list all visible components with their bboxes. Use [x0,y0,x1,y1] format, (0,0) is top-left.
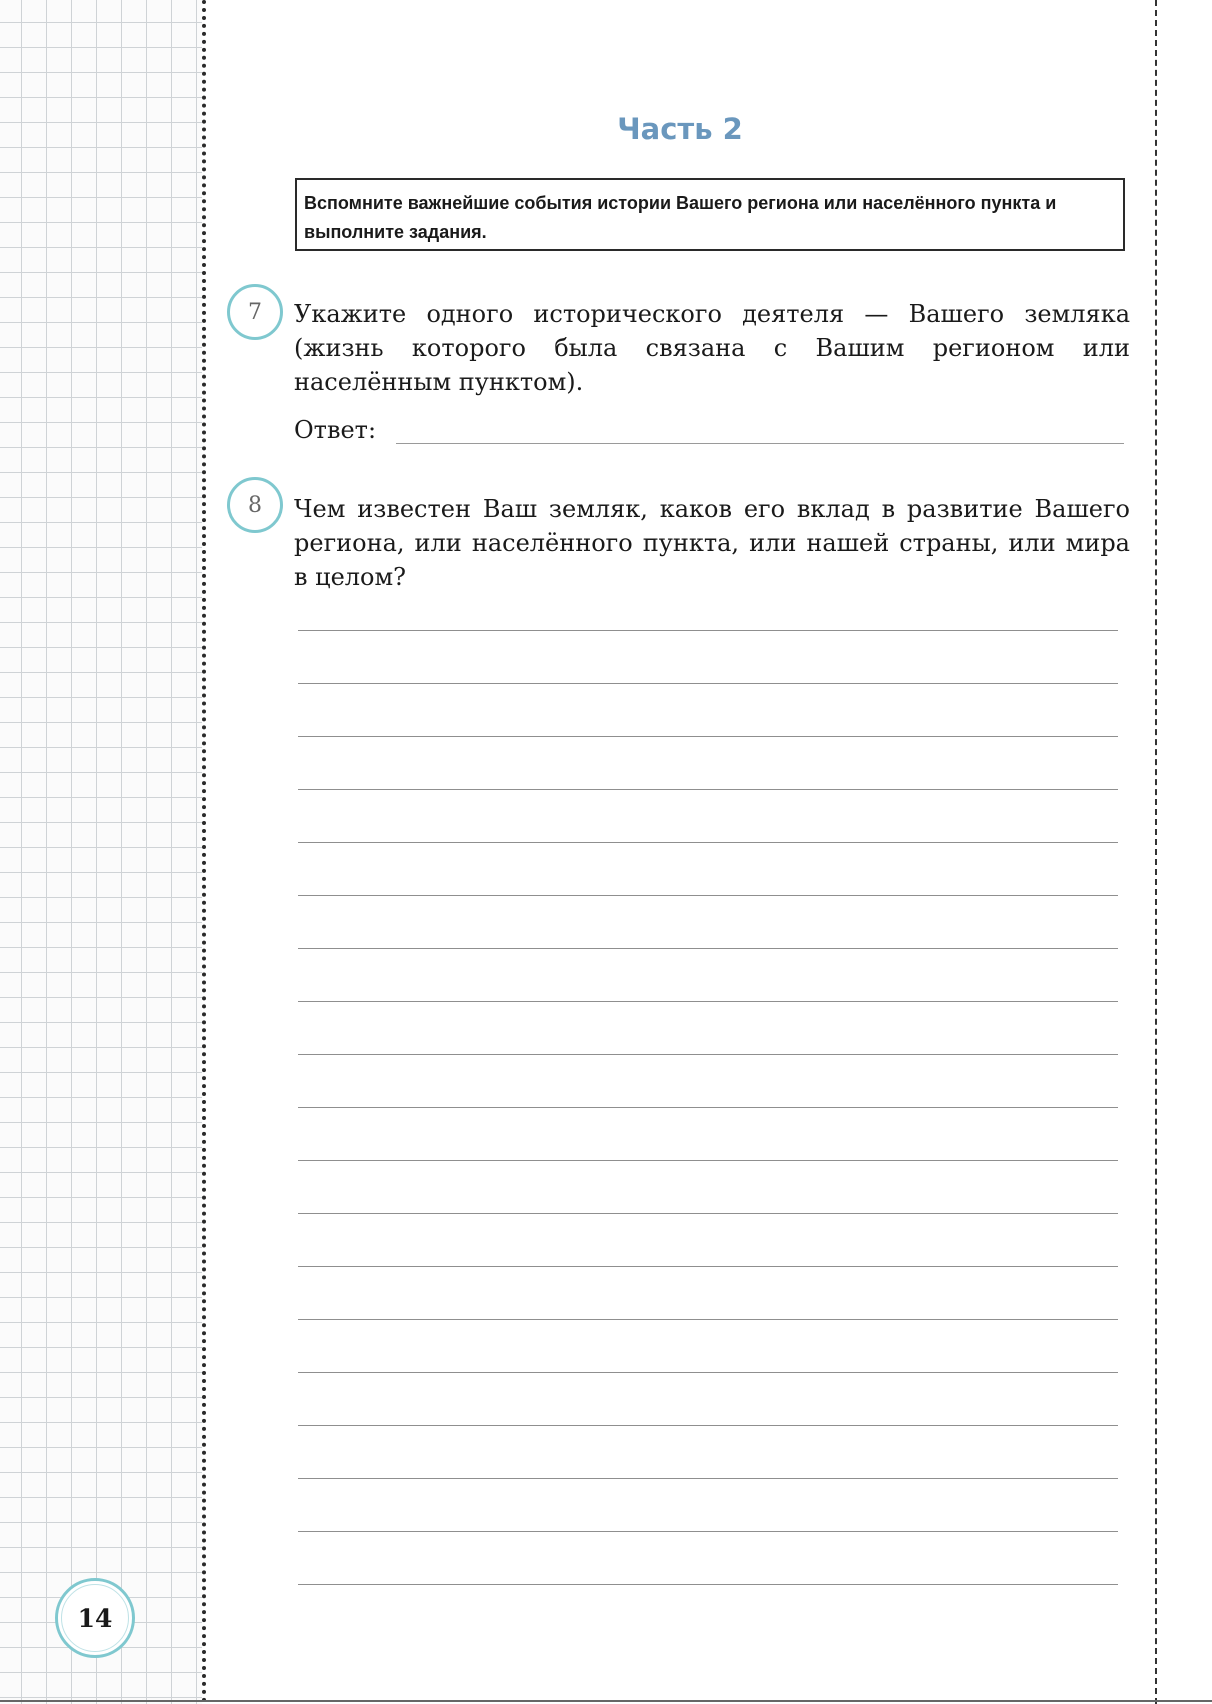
writing-line[interactable] [298,948,1118,949]
writing-line[interactable] [298,683,1118,684]
writing-line[interactable] [298,630,1118,631]
writing-line[interactable] [298,736,1118,737]
writing-line[interactable] [298,895,1118,896]
writing-line[interactable] [298,789,1118,790]
instruction-box [295,178,1125,251]
part-title: Часть 2 [617,112,743,146]
writing-line[interactable] [298,1266,1118,1267]
writing-line[interactable] [298,842,1118,843]
writing-line[interactable] [298,1531,1118,1532]
task-8-number: 8 [248,492,262,518]
grid-margin [0,0,202,1704]
task-7-answer-row [294,413,1124,447]
answer-label: Ответ: [294,416,377,444]
task-7-number-circle [227,284,283,340]
task-8-answer-area[interactable] [298,630,1118,1637]
instruction-text: Вспомните важнейшие события истории Вашего региона или населённого пункта и выполните задания. [304,193,1057,242]
writing-line[interactable] [298,1160,1118,1161]
cut-line-dashed [1155,0,1157,1704]
task-7-text: Укажите одного исторического деятеля — Вашего земляка (жизнь которого была связана с Вашим регионом или населённым пунктом). [294,300,1130,396]
page-number-badge [55,1578,135,1658]
writing-line[interactable] [298,1584,1118,1585]
writing-line[interactable] [298,1425,1118,1426]
writing-line[interactable] [298,1107,1118,1108]
writing-line[interactable] [298,1319,1118,1320]
page-bottom-border [0,1700,1212,1702]
task-8-number-circle [227,477,283,533]
writing-line[interactable] [298,1001,1118,1002]
writing-line[interactable] [298,1213,1118,1214]
task-7-number: 7 [248,299,262,325]
task-7-answer-field[interactable] [396,443,1124,444]
writing-line[interactable] [298,1478,1118,1479]
writing-line[interactable] [298,1372,1118,1373]
page-number: 14 [61,1584,129,1652]
margin-dotted-border [202,0,206,1704]
task-8-text: Чем известен Ваш земляк, каков его вклад в развитие Вашего региона, или населённого пункта, или нашей страны, или мира в целом? [294,495,1130,591]
writing-line[interactable] [298,1054,1118,1055]
